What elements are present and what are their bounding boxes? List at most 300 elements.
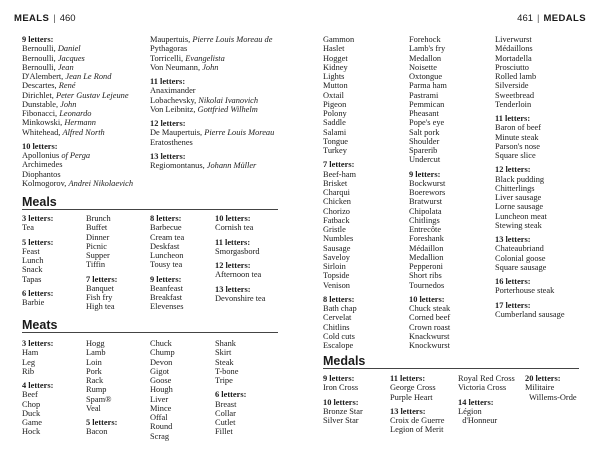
entry-text: Tousy tea [150,260,183,270]
word-entry [22,298,53,307]
medals-column-2 [390,374,444,435]
entry-text: Colonial goose [495,253,546,263]
entry-text: Undercut [409,155,441,165]
entry-text: Tenderloin [495,99,532,109]
word-entry [22,358,53,367]
word-entry [86,395,117,404]
word-entry [409,304,450,313]
entry-text: Lorne sausage [495,202,544,212]
word-entry [323,262,357,271]
letter-count-heading: 17 letters: [495,300,531,310]
entry-text: Loin [86,357,102,367]
meats-column-4 [215,339,246,437]
entry-text: Oxtail [323,90,344,100]
entry-text: Bockwurst [409,178,446,188]
letter-count-heading: 9 letters: [323,374,355,383]
medals-section-title: Medals [323,354,366,368]
entry-text: Willems-Orde [525,392,577,402]
word-entry [495,184,565,193]
word-entry [409,253,450,262]
word-entry [86,427,117,436]
word-entry [409,146,450,155]
word-entry [323,234,357,243]
entry-text: Liver [150,394,169,404]
word-entry [323,170,357,179]
entry-text: Torricelli, [150,53,186,63]
entry-text: Descartes, [22,81,59,91]
entry-text: Foreshank [409,234,444,244]
entry-text: Médaillon [409,243,444,253]
word-entry [409,281,450,290]
entry-text: Topside [323,271,350,281]
entry-text: Von Leibnitz, [150,104,198,114]
word-entry [22,256,53,265]
entry-text: Rump [86,385,107,395]
letter-count-heading: 9 letters: [150,274,182,284]
entry-text: Escalope [323,341,354,350]
entry-text: Deskfast [150,241,180,251]
word-entry [495,35,565,44]
entry-text: Veal [86,403,101,413]
entry-text: Shank [215,339,236,348]
word-entry [495,123,565,132]
meals-divider [22,209,278,210]
entry-italic-text: Jacques [57,53,85,63]
entry-text: Medallon [409,53,442,63]
entry-text: Liverwurst [495,35,532,44]
word-entry [22,63,133,72]
word-entry [409,323,450,332]
entry-text: Luncheon [150,251,184,260]
word-entry [150,138,274,147]
word-entry [409,155,450,164]
right-page-number: 461 [517,13,534,24]
entry-text: Silver Star [323,416,359,425]
entry-text: Pemmican [409,99,445,109]
entry-text: Baron of beef [495,123,542,133]
entry-text: Silverside [495,81,529,91]
word-entry [323,91,357,100]
entry-text: Hough [150,385,173,395]
entry-text: Barbecue [150,223,182,233]
entry-italic-text: Jean Le Rond [65,72,112,81]
entry-text: Salami [323,127,347,137]
entry-text: Cream tea [150,232,185,242]
word-entry [323,416,363,425]
meals-column-1 [22,214,53,307]
word-entry [215,400,246,409]
entry-text: Prosciutto [495,62,529,72]
entry-text: D'Alembert, [22,72,66,81]
word-entry [458,407,515,416]
word-entry [323,253,357,262]
entry-italic-text: of Perga [61,151,91,160]
entry-text: Steak [215,357,234,367]
word-entry [150,128,274,137]
word-entry [409,118,450,127]
entry-text: Spam® [86,394,112,404]
entry-text: Crown roast [409,322,451,332]
entry-text: Dinner [86,232,110,242]
entry-text: Dunstable, [22,99,61,109]
word-entry [150,242,184,251]
entry-text: Saveloy [323,252,350,262]
word-entry [22,151,133,160]
entry-text: Chitterlings [495,183,535,193]
word-entry [458,383,515,392]
mathematicians-column-1 [22,35,133,188]
entry-text: Maupertuis, [150,35,193,44]
entry-text: Venison [323,280,350,290]
entry-text: Charqui [323,188,350,197]
word-entry [86,260,117,269]
word-entry [150,293,184,302]
word-entry [150,35,274,44]
word-entry [22,160,133,169]
entry-italic-text: Jean [57,62,74,72]
entry-text: Numbles [323,234,354,244]
entry-text: Black pudding [495,174,545,184]
word-entry [22,247,53,256]
word-entry [323,216,357,225]
entry-text: Corned beef [409,313,451,323]
letter-count-heading: 12 letters: [495,165,531,175]
word-entry [495,212,565,221]
entry-text: Banquet [86,283,114,293]
entry-text: Royal Red Cross [458,374,515,383]
entry-italic-text: Gottfried Wilhelm [197,104,258,114]
meats-section-title: Meats [22,318,58,332]
entry-text: Kolmogorov, [22,178,69,188]
meats-continued-column-1 [323,35,357,350]
entry-text: Haslet [323,44,345,54]
word-entry [323,63,357,72]
word-entry [150,96,274,105]
entry-text: George Cross [390,383,436,393]
word-entry [86,339,117,348]
entry-text: Bratwurst [409,197,443,207]
letter-count-heading: 13 letters: [150,151,186,161]
word-entry [22,367,53,376]
entry-text: Lights [323,72,345,81]
word-entry [86,214,117,223]
word-entry [409,179,450,188]
entry-text: Anaximander [150,86,196,96]
word-entry [409,137,450,146]
word-entry [323,383,363,392]
entry-text: Minute steak [495,132,539,142]
word-entry [22,265,53,274]
word-entry [323,407,363,416]
entry-text: Offal [150,413,168,422]
entry-text: Fillet [215,427,233,437]
entry-italic-text: Nikolai Ivanovich [198,95,259,105]
word-entry [458,374,515,383]
meats-column-2 [86,339,117,437]
word-entry [409,100,450,109]
letter-count-heading: 3 letters: [22,339,54,348]
entry-text: Pythagoras [150,44,188,54]
word-entry [150,367,175,376]
word-entry [215,247,265,256]
word-entry [409,91,450,100]
word-entry [22,100,133,109]
entry-text: Chop [22,399,41,409]
entry-text: Bath chap [323,304,357,313]
word-entry [215,358,246,367]
word-entry [390,383,444,392]
entry-text: Square sausage [495,262,547,272]
word-entry [22,109,133,118]
word-entry [323,128,357,137]
entry-text: Whitehead, [22,127,63,137]
word-entry [150,395,175,404]
letter-count-heading: 7 letters: [323,160,355,170]
word-entry [150,63,274,72]
word-entry [22,179,133,188]
word-entry [150,385,175,394]
word-entry [86,358,117,367]
entry-text: Breast [215,399,237,409]
word-entry [215,339,246,348]
entry-text: Cornish tea [215,223,254,233]
entry-text: Sparerib [409,146,438,155]
entry-text: Feast [22,246,40,256]
entry-text: Boerewors [409,188,446,197]
entry-italic-text: René [58,81,76,91]
word-entry [525,383,577,392]
letter-count-heading: 3 letters: [22,214,54,223]
word-entry [215,409,246,418]
entry-text: Minkowski, [22,118,65,128]
meals-column-2 [86,214,117,312]
entry-text: Fish fry [86,293,113,302]
entry-text: Rolled lamb [495,72,537,81]
word-entry [150,223,184,232]
medals-column-1 [323,374,363,425]
word-entry [409,332,450,341]
word-entry [150,86,274,95]
meals-section-title: Meals [22,195,57,209]
entry-italic-text: Johann Müller [206,161,257,170]
word-entry [150,404,175,413]
word-entry [86,242,117,251]
letter-count-heading: 5 letters: [22,237,54,247]
word-entry [390,393,444,402]
word-entry [150,413,175,422]
word-entry [409,207,450,216]
left-page-number: 460 [59,13,76,24]
word-entry [22,118,133,127]
word-entry [150,251,184,260]
entry-text: Polony [323,109,347,118]
meals-column-3 [150,214,184,312]
word-entry [323,109,357,118]
word-entry [22,128,133,137]
entry-text: Victoria Cross [458,383,507,393]
entry-text: Chitlings [409,215,440,225]
entry-text: Mutton [323,81,348,91]
entry-text: Militaire [525,383,555,393]
word-entry [409,313,450,322]
entry-text: Rib [22,366,35,376]
letter-count-heading: 14 letters: [458,397,494,407]
entry-text: Bernoulli, [22,62,58,72]
word-entry [495,175,565,184]
word-entry [409,262,450,271]
entry-text: Stewing steak [495,220,542,230]
entry-text: Cold cuts [323,331,355,341]
word-entry [495,81,565,90]
word-entry [323,281,357,290]
entry-text: Ham [22,348,39,358]
entry-text: Turkey [323,146,347,155]
word-entry [390,416,444,425]
entry-text: Bernoulli, [22,53,58,63]
word-entry [409,216,450,225]
entry-text: Gigot [150,366,170,376]
word-entry [22,409,53,418]
word-entry [150,358,175,367]
entry-text: Short ribs [409,271,442,281]
word-entry [409,44,450,53]
entry-text: Chuck [150,339,172,348]
word-entry [22,348,53,357]
entry-text: Brunch [86,214,111,223]
word-entry [409,63,450,72]
right-header-title: MEDALS [543,13,586,24]
letter-count-heading: 13 letters: [390,406,426,416]
entry-text: Chump [150,348,175,358]
meats-divider [22,332,278,333]
word-entry [150,348,175,357]
entry-text: Mortadella [495,53,532,63]
letter-count-heading: 8 letters: [150,214,182,223]
mathematicians-column-2 [150,35,274,170]
word-entry [323,271,357,280]
word-entry [458,416,515,425]
word-entry [409,271,450,280]
word-entry [86,284,117,293]
entry-text: Cumberland sausage [495,309,565,319]
entry-text: Hock [22,427,41,437]
entry-italic-text: Peter Gustav Lejeune [55,90,129,100]
word-entry [495,263,565,272]
word-entry [323,304,357,313]
entry-text: Hogg [86,339,105,348]
word-entry [495,310,565,319]
entry-italic-text: John [202,62,219,72]
entry-text: Apollonius [22,151,62,160]
word-entry [150,233,184,242]
word-entry [215,270,265,279]
word-entry [86,223,117,232]
word-entry [495,244,565,253]
word-entry [150,422,175,431]
word-entry [323,323,357,332]
entry-text: Leg [22,357,36,367]
word-entry [323,146,357,155]
entry-text: Tapas [22,274,42,284]
word-entry [323,341,357,350]
word-entry [22,427,53,436]
entry-text: Beanfeast [150,283,184,293]
word-entry [495,72,565,81]
letter-count-heading: 13 letters: [495,235,531,244]
word-entry [323,137,357,146]
word-entry [409,234,450,243]
word-entry [495,133,565,142]
entry-text: Legion of Merit [390,425,444,435]
entry-text: Game [22,418,42,427]
word-entry [323,118,357,127]
word-entry [150,161,274,170]
letter-count-heading: 11 letters: [495,114,531,123]
entry-text: Beef [22,390,38,400]
word-entry [22,54,133,63]
entry-text: Fatback [323,215,350,225]
entry-text: Lamb's fry [409,44,446,54]
word-entry [323,244,357,253]
word-entry [150,260,184,269]
entry-text: Scrag [150,431,170,441]
word-entry [495,54,565,63]
letter-count-heading: 10 letters: [323,397,359,407]
entry-italic-text: Evangelista [185,53,225,63]
word-entry [409,35,450,44]
entry-text: Sweetbread [495,90,535,100]
letter-count-heading: 10 letters: [215,214,251,223]
meats-column-1 [22,339,53,437]
entry-text: Shoulder [409,136,440,146]
entry-text: Oxtongue [409,72,443,81]
entry-text: Von Neumann, [150,62,203,72]
word-entry [323,44,357,53]
entry-text: Cutlet [215,418,236,427]
word-entry [86,348,117,357]
word-entry [495,221,565,230]
word-entry [215,348,246,357]
word-entry [323,225,357,234]
entry-text: Eratosthenes [150,137,193,147]
word-entry [150,54,274,63]
word-entry [323,207,357,216]
word-entry [215,223,265,232]
word-entry [323,100,357,109]
entry-text: Salt pork [409,127,440,137]
entry-text: Picnic [86,241,107,251]
left-page-header: MEALS | 460 [14,13,76,24]
entry-text: Mince [150,403,172,413]
word-entry [215,418,246,427]
word-entry [86,404,117,413]
entry-text: T-bone [215,366,239,376]
entry-italic-text: John [60,99,77,109]
word-entry [150,302,184,311]
entry-text: Entrecôte [409,225,442,234]
word-entry [150,339,175,348]
entry-text: Knackwurst [409,331,450,341]
word-entry [86,367,117,376]
word-entry [323,197,357,206]
word-entry [495,202,565,211]
entry-text: Gristle [323,225,346,234]
entry-italic-text: Leonardo [59,109,92,118]
meats-column-3 [150,339,175,441]
entry-text: Square slice [495,151,536,160]
entry-text: Saddle [323,118,346,128]
entry-italic-text: Pierre Louis Moreau de [192,35,273,44]
